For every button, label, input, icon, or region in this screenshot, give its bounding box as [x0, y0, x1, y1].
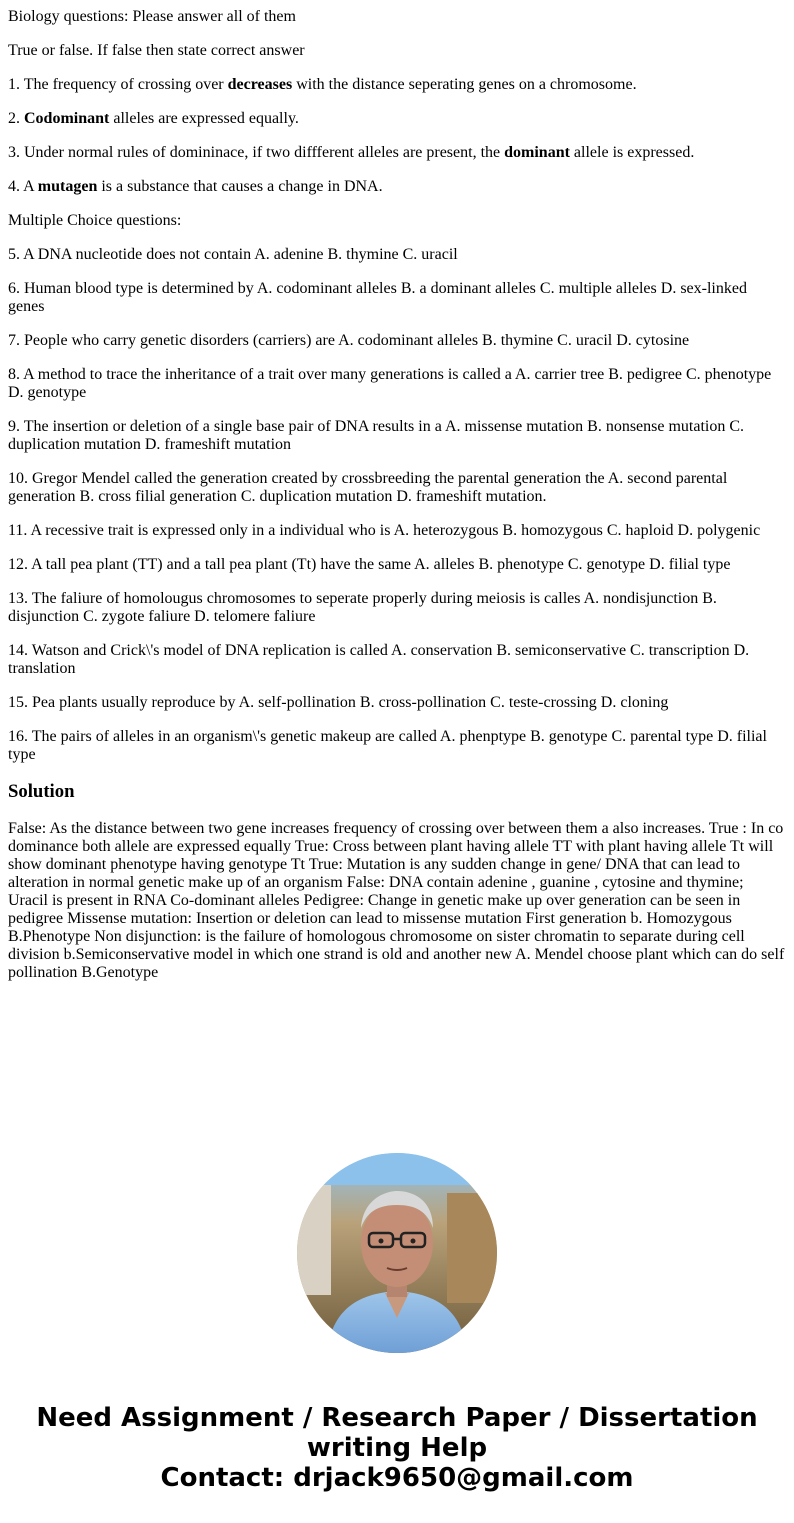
mc-question-7: 7. People who carry genetic disorders (carriers) are A. codominant alleles B. thymine C. uracil D. cytosine: [8, 332, 690, 349]
mc-question-12: 12. A tall pea plant (TT) and a tall pea plant (Tt) have the same A. alleles B. phenotype C. genotype D. filial type: [8, 556, 731, 573]
mc-question-8: 8. A method to trace the inheritance of a trait over many generations is called a A. carrier tree B. pedigree C. phenotype D. genotype: [8, 366, 772, 401]
intro-text: Biology questions: Please answer all of them: [8, 8, 296, 25]
mc-question-5: 5. A DNA nucleotide does not contain A. adenine B. thymine C. uracil: [8, 246, 458, 263]
tf-instruction: True or false. If false then state correct answer: [8, 42, 305, 59]
mc-question-10: 10. Gregor Mendel called the generation created by crossbreeding the parental generation the A. second parental generation B. cross filial generation C. duplication mutation D. frameshift mutation.: [8, 470, 728, 505]
mc-question-16: 16. The pairs of alleles in an organism\'s genetic makeup are called A. phenptype B. genotype C. parental type D. filial type: [8, 728, 767, 763]
avatar-photo-icon: [297, 1153, 497, 1353]
footer-banner: [0, 1403, 794, 1493]
footer-contact: Contact: drjack9650@gmail.com: [160, 1463, 634, 1493]
mc-heading: Multiple Choice questions:: [8, 212, 182, 229]
solution-heading: Solution: [8, 781, 75, 802]
mc-question-11: 11. A recessive trait is expressed only in a individual who is A. heterozygous B. homozygous C. haploid D. polygenic: [8, 522, 761, 539]
tf-question-1: 1. The frequency of crossing over decreases with the distance seperating genes on a chromosome.: [8, 76, 637, 93]
mc-question-9: 9. The insertion or deletion of a single base pair of DNA results in a A. missense mutation B. nonsense mutation C. duplication mutation D. frameshift mutation: [8, 418, 745, 453]
footer-line-2: writing Help: [306, 1433, 488, 1463]
mc-question-6: 6. Human blood type is determined by A. codominant alleles B. a dominant alleles C. multiple alleles D. sex-linked genes: [8, 280, 747, 315]
tf-question-4: 4. A mutagen is a substance that causes a change in DNA.: [8, 178, 383, 195]
tf-question-3: 3. Under normal rules of domininace, if two diffferent alleles are present, the dominant allele is expressed.: [8, 144, 695, 161]
footer-line-1: Need Assignment / Research Paper / Dissertation: [36, 1403, 758, 1433]
avatar: [297, 1153, 497, 1353]
solution-text: False: As the distance between two gene increases frequency of crossing over between them a also increases. True : In co dominance both allele are expressed equally True: Cross between plant having allele TT with plant having allele Tt will show dominant phenotype having genotype Tt True: Mutation is any sudden change in gene/ DNA that can lead to alteration in normal genetic make up of an organism False: DNA contain adenine , guanine , cytosine and thymine; Uracil is present in RNA Co-dominant alleles Pedigree: Change in genetic make up over generation can be seen in pedigree Missense mutation: Insertion or deletion can lead to missense mutation First generation b. Homozygous B.Phenotype Non disjunction: is the failure of homologous chromosome on sister chromatin to separate during cell division b.Semiconservative model in which one strand is old and another new A. Mendel choose plant which can do self pollination B.Genotype: [8, 820, 785, 981]
mc-question-15: 15. Pea plants usually reproduce by A. self-pollination B. cross-pollination C. teste-crossing D. cloning: [8, 694, 669, 711]
tf-question-2: 2. Codominant alleles are expressed equally.: [8, 110, 299, 127]
mc-question-13: 13. The faliure of homolougus chromosomes to seperate properly during meiosis is calles A. nondisjunction B. disjunction C. zygote faliure D. telomere faliure: [8, 590, 717, 625]
mc-question-14: 14. Watson and Crick\'s model of DNA replication is called A. conservation B. semiconservative C. transcription D. translation: [8, 642, 750, 677]
